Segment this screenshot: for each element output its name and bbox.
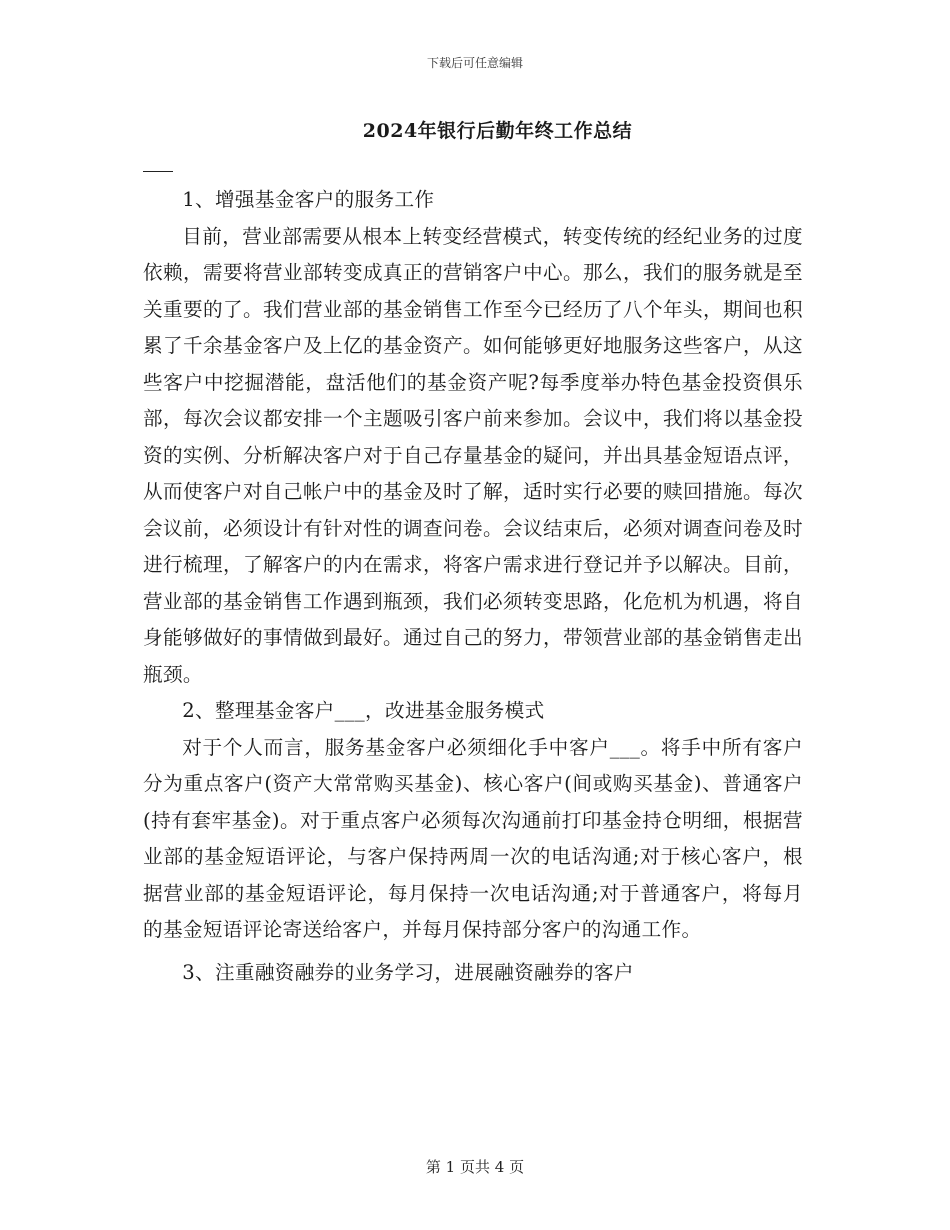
page-footer: 第 1 页共 4 页 <box>425 1158 525 1176</box>
separator-line <box>143 171 173 172</box>
section-heading-3: 3、注重融资融券的业务学习，进展融资融券的客户 <box>182 960 634 984</box>
document-title: 2024年银行后勤年终工作总结 <box>362 120 633 142</box>
section-heading-1: 1、增强基金客户的服务工作 <box>182 188 435 211</box>
section-heading-2: 2、整理基金客户___，改进基金服务模式 <box>182 699 545 722</box>
paragraph-1: 目前，营业部需要从根本上转变经营模式，转变传统的经纪业务的过度依赖，需要将营业部转变成真正的营销客户中心。那么，我们的服务就是至关重要的了。我们营业部的基金销售工作至今已经历了八个年头，期间也积累了千余基金客户及上亿的基金资产。如何能够更好地服务这些客户，从这些客户中挖掘潜能，盘活他们的基金资产呢?每季度举办特色基金投资俱乐部，每次会议都安排一个主题吸引客户前来参加。会议中，我们将以基金投资的实例、分析解决客户对于自己存量基金的疑问，并出具基金短语点评，从而使客户对自己帐户中的基金及时了解，适时实行必要的赎回措施。每次会议前，必须设计有针对性的调查问卷。会议结束后，必须对调查问卷及时进行梳理，了解客户的内在需求，将客户需求进行登记并予以解决。目前，营业部的基金销售工作遇到瓶颈，我们必须转变思路，化危机为机遇，将自身能够做好的事情做到最好。通过自己的努力，带领营业部的基金销售走出瓶颈。 <box>143 224 803 686</box>
paragraph-2: 对于个人而言，服务基金客户必须细化手中客户___。将手中所有客户分为重点客户(资产大常常购买基金)、核心客户(间或购买基金)、普通客户(持有套牢基金)。对于重点客户必须每次沟通前打印基金持仓明细，根据营业部的基金短语评论，与客户保持两周一次的电话沟通;对于核心客户，根据营业部的基金短语评论，每月保持一次电话沟通;对于普通客户，将每月的基金短语评论寄送给客户，并每月保持部分客户的沟通工作。 <box>143 735 803 941</box>
header-note: 下载后可任意编辑 <box>426 56 523 70</box>
document-body <box>143 182 803 991</box>
